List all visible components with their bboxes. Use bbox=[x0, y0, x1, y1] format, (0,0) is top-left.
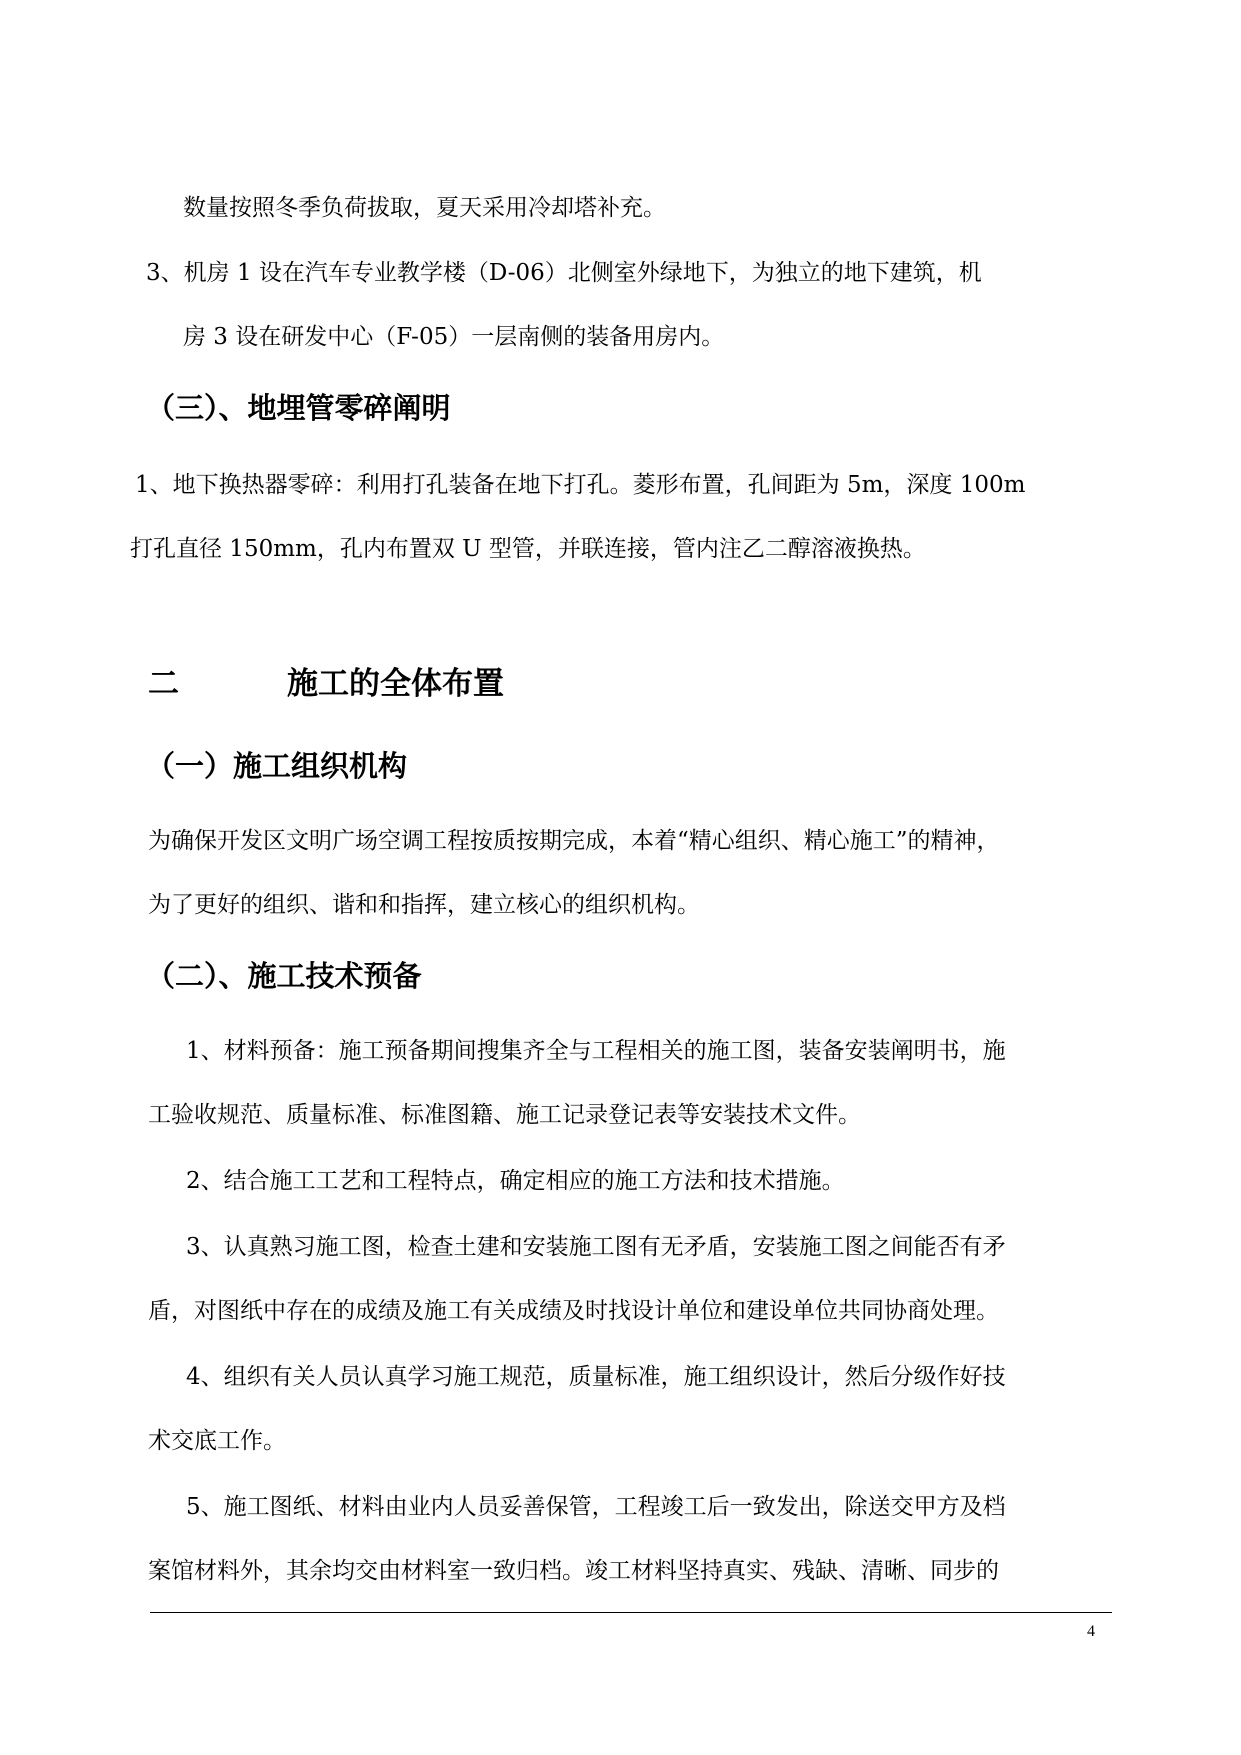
list-item-1-line: 1、材料预备：施工预备期间搜集齐全与工程相关的施工图，装备安装阐明书，施 bbox=[186, 1038, 1006, 1064]
list-item-5-continuation: 案馆材料外，其余均交由材料室一致归档。竣工材料坚持真实、残缺、清晰、同步的 bbox=[148, 1558, 999, 1584]
list-item-4-line: 4、组织有关人员认真学习施工规范，质量标准，施工组织设计，然后分级作好技 bbox=[186, 1364, 1006, 1390]
list-item-3-line: 3、机房 1 设在汽车专业教学楼（D-06）北侧室外绿地下，为独立的地下建筑，机 bbox=[146, 260, 982, 286]
footer-divider bbox=[150, 1612, 1112, 1613]
section-heading-2: （二）、施工技术预备 bbox=[146, 959, 422, 993]
list-item-5-line: 5、施工图纸、材料由业内人员妥善保管，工程竣工后一致发出，除送交甲方及档 bbox=[186, 1494, 1006, 1520]
section-heading-3: （三）、地埋管零碎阐明 bbox=[146, 391, 451, 425]
body-text-line: 数量按照冬季负荷拔取，夏天采用冷却塔补充。 bbox=[183, 195, 666, 221]
list-item-1-continuation: 工验收规范、质量标准、标准图籍、施工记录登记表等安装技术文件。 bbox=[148, 1102, 861, 1128]
list-item-3-continuation: 盾，对图纸中存在的成绩及施工有关成绩及时找设计单位和建设单位共同协商处理。 bbox=[148, 1298, 999, 1324]
list-item-3-continuation: 房 3 设在研发中心（F-05）一层南侧的装备用房内。 bbox=[183, 324, 725, 350]
page-number: 4 bbox=[1087, 1623, 1095, 1640]
list-item-3-line: 3、认真熟习施工图，检查土建和安装施工图有无矛盾，安装施工图之间能否有矛 bbox=[186, 1234, 1006, 1260]
list-item-1-continuation: 打孔直径 150mm，孔内布置双 U 型管，并联连接，管内注乙二醇溶液换热。 bbox=[130, 536, 926, 562]
list-item-1-line: 1、地下换热器零碎：利用打孔装备在地下打孔。菱形布置，孔间距为 5m，深度 100m bbox=[135, 472, 1026, 498]
chapter-number: 二 bbox=[148, 666, 179, 702]
list-item-2-line: 2、结合施工工艺和工程特点，确定相应的施工方法和技术措施。 bbox=[186, 1168, 845, 1194]
list-item-4-continuation: 术交底工作。 bbox=[148, 1428, 286, 1454]
paragraph-line: 为确保开发区文明广场空调工程按质按期完成，本着“精心组织、精心施工”的精神， bbox=[148, 828, 1000, 854]
paragraph-continuation: 为了更好的组织、谐和和指挥，建立核心的组织机构。 bbox=[148, 892, 700, 918]
section-heading-1: （一）施工组织机构 bbox=[146, 749, 408, 783]
chapter-title: 施工的全体布置 bbox=[287, 666, 504, 702]
